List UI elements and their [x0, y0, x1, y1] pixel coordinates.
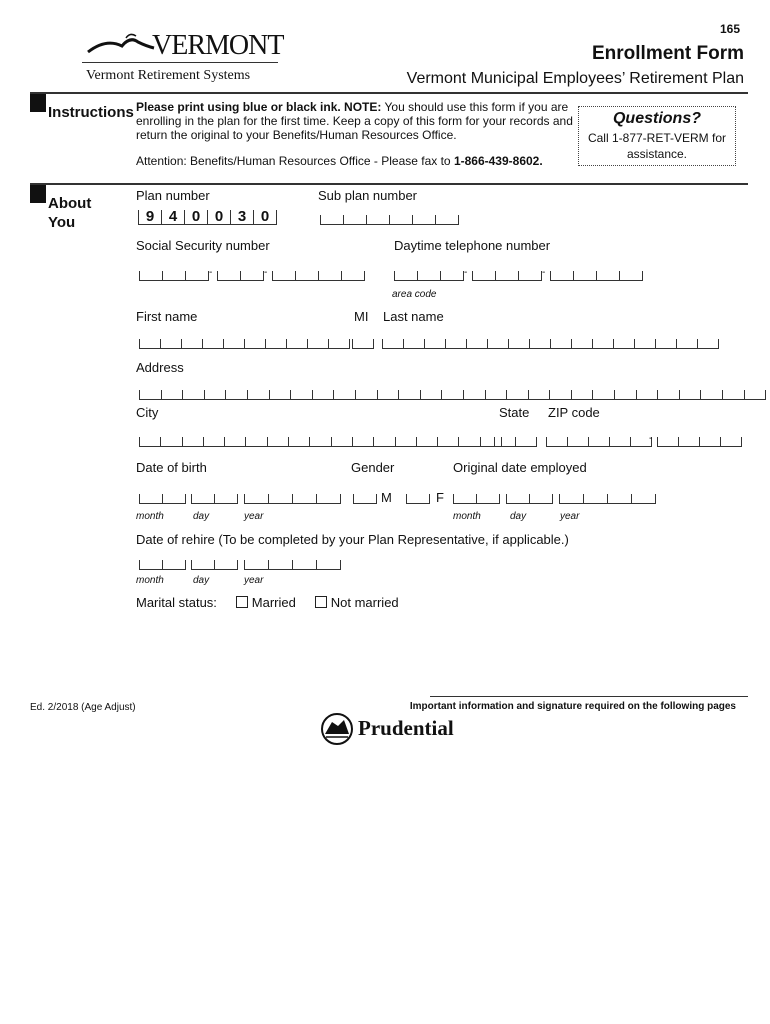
mountain-logo-icon: [86, 28, 156, 56]
phone-area-code-input[interactable]: [394, 271, 464, 281]
plan-digit: 3: [230, 210, 253, 225]
ssn-input-part2[interactable]: [217, 271, 264, 281]
rehire-day-input[interactable]: [191, 560, 238, 570]
phone-prefix-input[interactable]: [472, 271, 542, 281]
attention-text: [136, 154, 543, 168]
orig-day-input[interactable]: [506, 494, 553, 504]
state-label: State: [499, 405, 530, 420]
day-caption: day: [510, 511, 527, 522]
dash: -: [264, 267, 268, 278]
gender-f-input[interactable]: [406, 494, 430, 504]
phone-line-input[interactable]: [550, 271, 643, 281]
vermont-logo: [86, 28, 156, 61]
gender-label: Gender: [351, 460, 395, 475]
about-label-line2: You: [48, 214, 76, 231]
section-marker: [30, 185, 46, 203]
dash: -: [649, 433, 653, 444]
about-you-label: [48, 194, 91, 232]
rehire-month-input[interactable]: [139, 560, 186, 570]
instructions-line2: enrolling in the plan for the first time. Keep a copy of this form for your records and: [136, 114, 573, 128]
org-name: Vermont Retirement Systems: [86, 68, 251, 83]
plan-digit: 9: [138, 210, 161, 225]
prudential-logo: [320, 712, 354, 751]
sub-plan-input[interactable]: [320, 215, 459, 225]
rock-logo-icon: [320, 712, 354, 746]
plan-digit: 4: [161, 210, 184, 225]
zip-label: ZIP code: [548, 405, 600, 420]
plan-number-label: Plan number: [136, 188, 210, 203]
sponsor-name: Prudential: [358, 716, 454, 740]
zip-input[interactable]: [546, 437, 652, 447]
marital-status: [136, 595, 399, 610]
year-caption: year: [560, 511, 580, 522]
attention-prefix: Attention: Benefits/Human Resources Office - Please fax to: [136, 154, 454, 168]
brand-name: VERMONT: [152, 30, 284, 61]
married-label: Married: [251, 595, 296, 610]
married-checkbox[interactable]: [236, 596, 248, 608]
zip-ext-input[interactable]: [657, 437, 742, 447]
plan-digit: 0: [253, 210, 277, 225]
month-caption: month: [453, 511, 481, 522]
not-married-checkbox[interactable]: [315, 596, 327, 608]
plan-digit: 0: [207, 210, 230, 225]
instructions-line1: You should use this form if you are: [381, 100, 569, 114]
month-caption: month: [136, 511, 164, 522]
instructions-line1-bold: Please print using blue or black ink. NOTE:: [136, 100, 382, 114]
dash: -: [542, 267, 546, 278]
ssn-label: Social Security number: [136, 238, 270, 253]
month-caption: month: [136, 575, 164, 586]
rehire-year-input[interactable]: [244, 560, 341, 570]
marital-label: Marital status:: [136, 595, 217, 610]
mi-input[interactable]: [352, 339, 374, 349]
form-number: 165: [719, 22, 740, 36]
about-label-line1: About: [48, 195, 92, 212]
gender-m-label: M: [381, 490, 392, 505]
orig-date-label: Original date employed: [453, 460, 587, 475]
dob-year-input[interactable]: [244, 494, 341, 504]
instructions-line3: return the original to your Benefits/Human Resources Office.: [136, 128, 457, 142]
state-input[interactable]: [494, 437, 537, 447]
phone-label: Daytime telephone number: [394, 238, 551, 253]
instructions-text: [136, 100, 576, 142]
rehire-label: Date of rehire (To be completed by your Plan Representative, if applicable.): [136, 532, 569, 547]
address-label: Address: [136, 360, 184, 375]
plan-digit: 0: [184, 210, 207, 225]
year-caption: year: [244, 575, 264, 586]
fax-number: 1-866-439-8602.: [453, 154, 543, 168]
day-caption: day: [193, 575, 210, 586]
mi-label: MI: [354, 309, 369, 324]
year-caption: year: [244, 511, 264, 522]
dash: -: [464, 267, 468, 278]
last-name-input[interactable]: [382, 339, 719, 349]
questions-line1: Call 1-877-RET-VERM for: [587, 131, 727, 145]
section-marker: [30, 94, 46, 112]
dash: -: [209, 267, 213, 278]
questions-title: Questions?: [612, 110, 701, 127]
city-label: City: [136, 405, 159, 420]
sub-plan-label: Sub plan number: [318, 188, 418, 203]
orig-month-input[interactable]: [453, 494, 500, 504]
edition-text: Ed. 2/2018 (Age Adjust): [30, 702, 136, 713]
city-input[interactable]: [139, 437, 502, 447]
ssn-input-part3[interactable]: [272, 271, 365, 281]
day-caption: day: [193, 511, 210, 522]
area-code-caption: area code: [392, 289, 437, 300]
orig-year-input[interactable]: [559, 494, 656, 504]
plan-title: Vermont Municipal Employees’ Retirement Plan: [406, 70, 744, 87]
last-name-label: Last name: [383, 309, 444, 324]
dob-day-input[interactable]: [191, 494, 238, 504]
not-married-label: Not married: [330, 595, 399, 610]
dob-label: Date of birth: [136, 460, 207, 475]
gender-f-label: F: [436, 490, 444, 505]
footer-notice: Important information and signature required on the following pages: [409, 701, 736, 712]
ssn-input-part1[interactable]: [139, 271, 209, 281]
questions-line2: assistance.: [626, 147, 688, 161]
instructions-label: Instructions: [48, 104, 134, 121]
form-title: Enrollment Form: [591, 43, 744, 64]
first-name-label: First name: [136, 309, 198, 324]
gender-m-input[interactable]: [353, 494, 377, 504]
dob-month-input[interactable]: [139, 494, 186, 504]
first-name-input[interactable]: [139, 339, 350, 349]
address-input[interactable]: [139, 390, 766, 400]
plan-number-field: [138, 210, 277, 225]
